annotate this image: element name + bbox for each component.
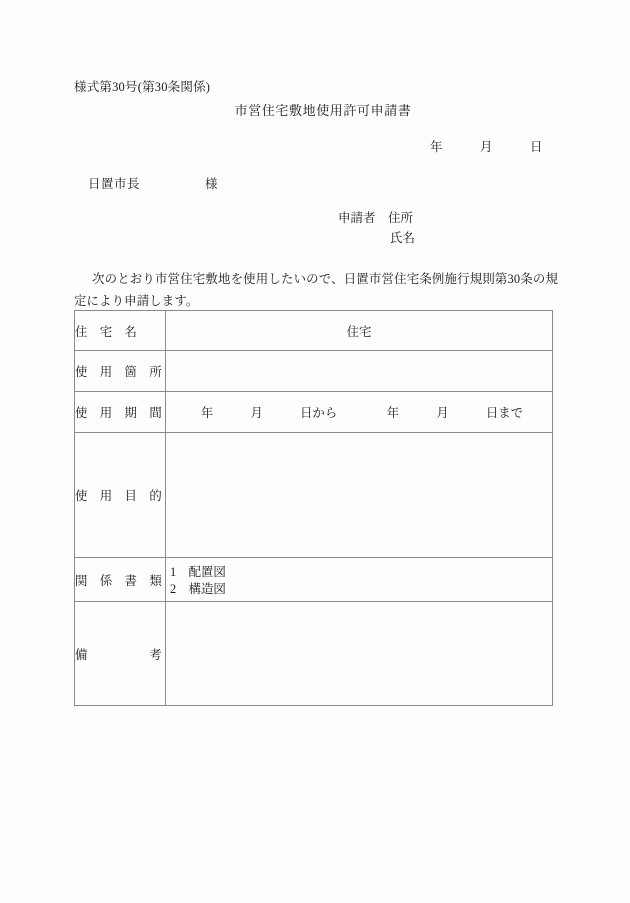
row-value-usage-purpose[interactable] xyxy=(166,433,553,558)
label-text: 関 係 書 類 xyxy=(75,573,162,588)
row-label-related-documents xyxy=(75,558,166,602)
row-value-housing-name[interactable] xyxy=(166,311,553,351)
row-value-usage-period[interactable] xyxy=(166,392,553,433)
related-documents-list xyxy=(166,562,552,598)
label-text: 使 用 目 的 xyxy=(75,489,162,503)
label-text: 使 用 箇 所 xyxy=(75,365,162,379)
table-row xyxy=(75,311,553,351)
row-label-usage-location xyxy=(75,351,166,392)
row-value-usage-location[interactable] xyxy=(166,351,553,392)
label-text: 使 用 期 間 xyxy=(75,406,162,420)
row-value-remarks[interactable] xyxy=(166,602,553,706)
application-table xyxy=(74,310,553,706)
page-title: 市営住宅敷地使用許可申請書 xyxy=(234,103,412,118)
table-row xyxy=(75,433,553,558)
applicant-block xyxy=(338,208,415,248)
list-item: 1 配置図 xyxy=(170,564,226,579)
row-label-housing-name xyxy=(75,311,166,351)
row-label-usage-purpose xyxy=(75,433,166,558)
table-row xyxy=(75,351,553,392)
table-row xyxy=(75,392,553,433)
label-text: 住 宅 名 xyxy=(75,324,137,339)
applicant-name-label: 氏名 xyxy=(390,231,416,245)
statement-paragraph: 次のとおり市営住宅敷地を使用したいので、日置市営住宅条例施行規則第30条の規定により申請します。 xyxy=(74,272,558,308)
applicant-address-label: 申請者 住所 xyxy=(338,211,414,225)
form-number: 様式第30号(第30条関係) xyxy=(74,80,211,94)
row-label-remarks xyxy=(75,602,166,706)
row-label-usage-period xyxy=(75,392,166,433)
label-text: 備 考 xyxy=(75,647,162,662)
value-text: 住宅 xyxy=(346,324,372,339)
table-row xyxy=(75,602,553,706)
date-line: 年 月 日 xyxy=(430,140,543,154)
row-value-related-documents[interactable] xyxy=(166,558,553,602)
list-item: 2 構造図 xyxy=(170,581,226,596)
usage-period-text: 年 月 日から 年 月 日まで xyxy=(200,406,524,420)
addressee-line: 日置市長 様 xyxy=(88,177,219,191)
table-row xyxy=(75,558,553,602)
